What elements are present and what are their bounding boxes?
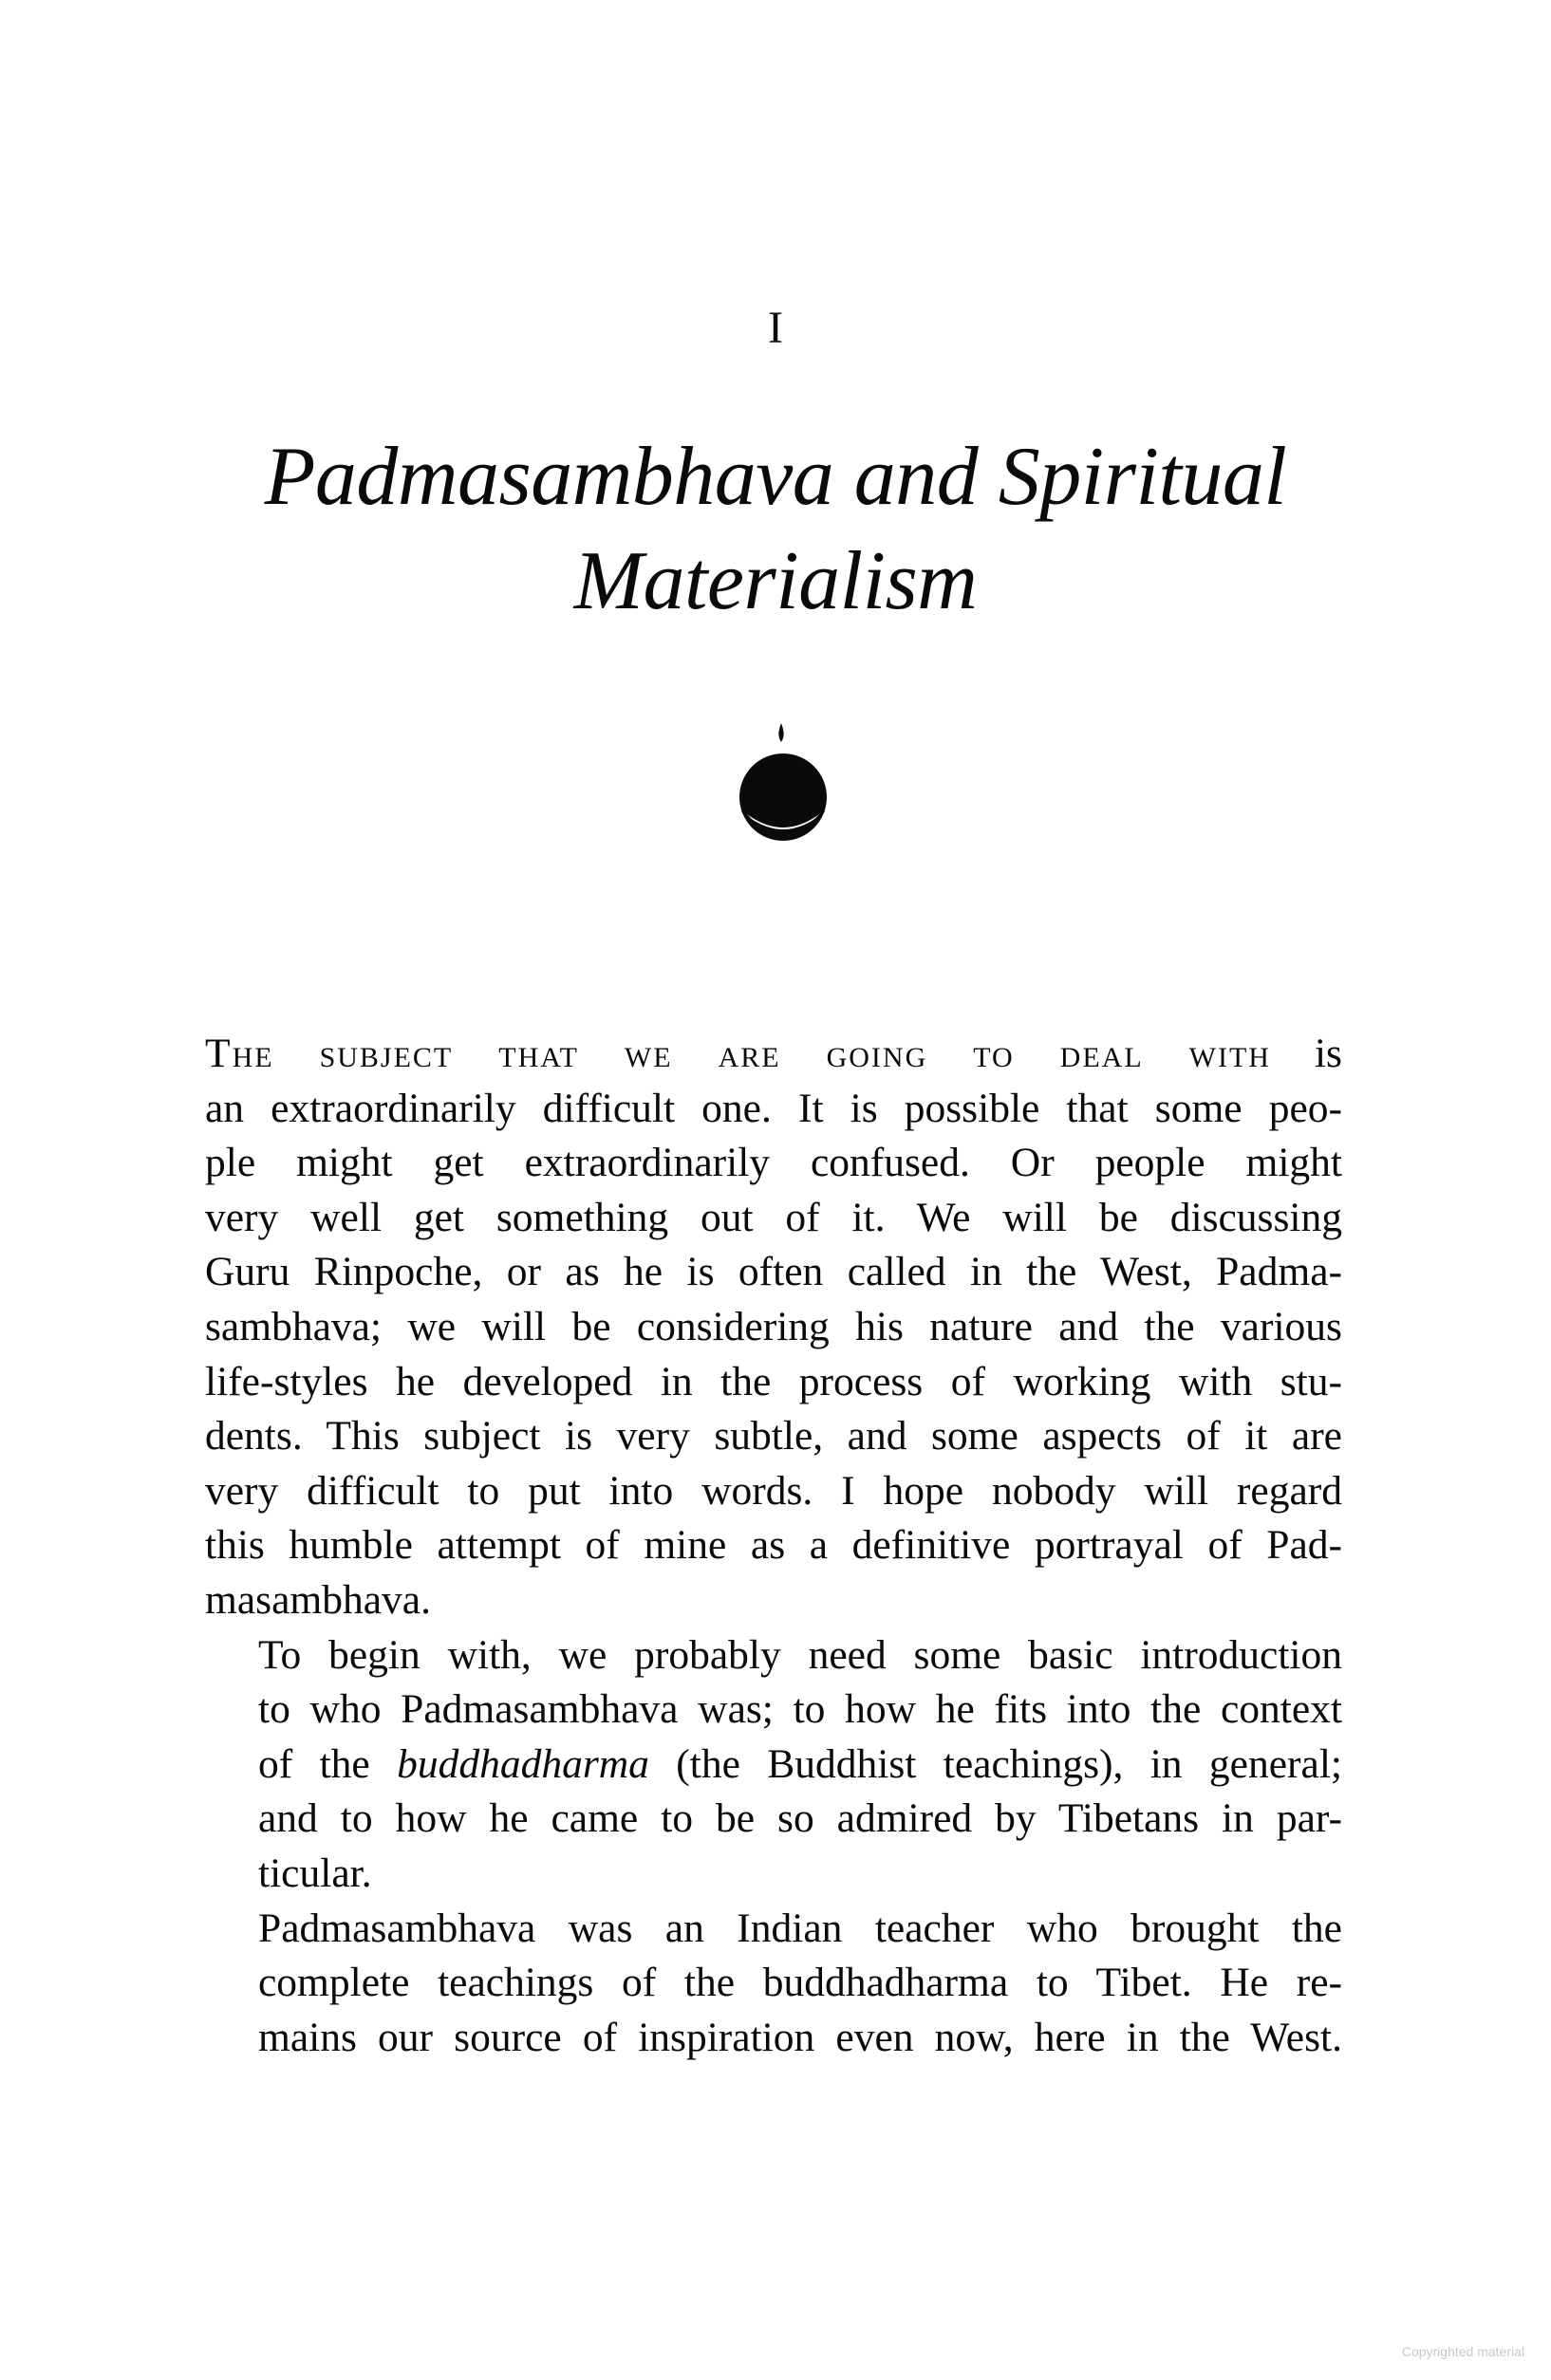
text-line: complete teachings of the buddhadharma to Tibet. He re- (258, 1960, 1342, 2006)
lead-in-smallcaps: The subject that we are going to deal with (205, 1031, 1271, 1076)
text-line: Padmasambhava was an Indian teacher who brought the (258, 1905, 1342, 1951)
text-line: masambhava. (205, 1576, 431, 1623)
chapter-title (133, 425, 1418, 634)
paragraph-1 (205, 1027, 1342, 1628)
text-line: mains our source of inspiration even now, here in the West. (258, 2014, 1342, 2060)
paragraph-2 (205, 1628, 1342, 1902)
text-line: sambhava; we will be considering his nature and the various (205, 1303, 1342, 1349)
text-line: dents. This subject is very subtle, and some aspects of it are (205, 1413, 1342, 1460)
text-line (205, 1738, 1342, 1793)
chapter-title-line-1: Padmasambhava and Spiritual (264, 431, 1287, 523)
text-line: Guru Rinpoche, or as he is often called in the West, Padma- (205, 1249, 1342, 1295)
copyright-watermark: Copyrighted material (1401, 2344, 1524, 2359)
text-fragment: (the Buddhist teachings), in general; (648, 1740, 1342, 1787)
text-line (205, 1027, 1342, 1082)
text-line: To begin with, we probably need some basic introduction (258, 1631, 1342, 1678)
text-line: and to how he came to be so admired by Tibetans in par- (258, 1795, 1342, 1842)
text-line: an extraordinarily difficult one. It is possible that some peo- (205, 1085, 1342, 1131)
chapter-title-line-2: Materialism (573, 535, 978, 627)
text-line: very well get something out of it. We will be discussing (205, 1194, 1342, 1240)
lotus-drop-ornament-icon (731, 723, 835, 865)
emphasis-buddhadharma: buddhadharma (397, 1740, 649, 1787)
text-line: ticular. (258, 1850, 372, 1896)
text-line: very difficult to put into words. I hope nobody will regard (205, 1467, 1342, 1514)
text-line: life-styles he developed in the process of working with stu- (205, 1358, 1342, 1404)
paragraph-3 (205, 1902, 1342, 2066)
text-line: ple might get extraordinarily confused. Or people might (205, 1140, 1342, 1186)
body-text (205, 1027, 1342, 2065)
text-line: to who Padmasambhava was; to how he fits into the context (258, 1686, 1342, 1733)
ornament-drop (778, 723, 783, 742)
chapter-number: I (768, 303, 783, 353)
text-fragment: of the (258, 1740, 398, 1787)
text-line: this humble attempt of mine as a definitive portrayal of Pad- (205, 1522, 1342, 1569)
text-fragment: is (1270, 1031, 1342, 1076)
